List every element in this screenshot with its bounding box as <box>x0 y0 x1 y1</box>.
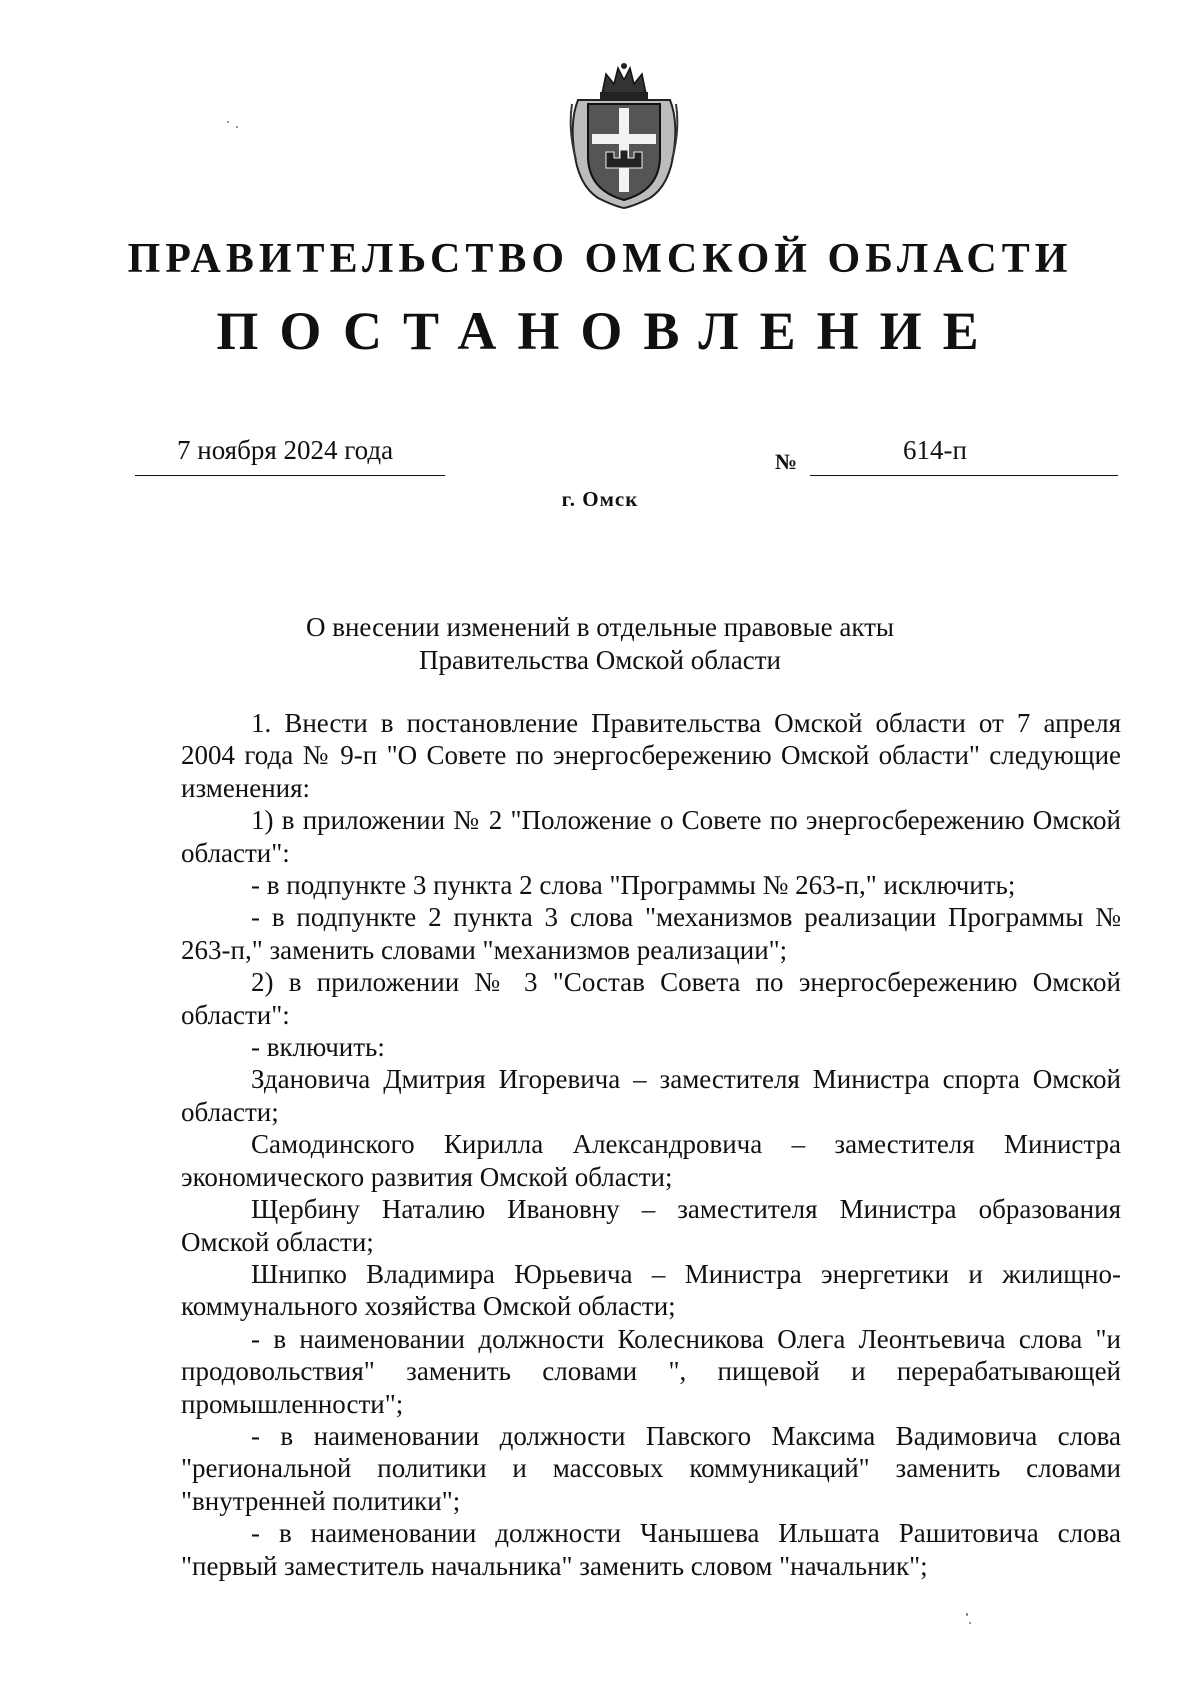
paragraph: - в подпункте 2 пункта 3 слова "механизмов реализации Программы № 263-п," заменить словами "механизмов реализации"; <box>181 902 1121 965</box>
document-subject <box>0 611 1200 677</box>
paragraph: 1) в приложении № 2 "Положение о Совете по энергосбережению Омской области": <box>181 805 1121 868</box>
paragraph: 1. Внести в постановление Правительства Омской области от 7 апреля 2004 года № 9-п "О Совете по энергосбережению Омской области" следующие изменения: <box>181 708 1121 803</box>
scan-speck <box>966 1613 968 1616</box>
date-field <box>135 435 445 476</box>
paragraph: Здановича Дмитрия Игоревича – заместителя Министра спорта Омской области; <box>181 1064 1121 1127</box>
scan-speck <box>969 1622 971 1624</box>
paragraph: - в наименовании должности Павского Максима Вадимовича слова "региональной политики и массовых коммуникаций" заменить словами "внутренней политики"; <box>181 1420 1121 1516</box>
document-type: ПОСТАНОВЛЕНИЕ <box>216 301 1000 361</box>
organization-name: ПРАВИТЕЛЬСТВО ОМСКОЙ ОБЛАСТИ <box>127 236 1073 282</box>
paragraph: Щербину Наталию Ивановну – заместителя Министра образования Омской области; <box>181 1194 1121 1257</box>
document-number: 614-п <box>903 435 967 465</box>
scan-speck <box>236 126 238 128</box>
document-date: 7 ноября 2024 года <box>177 435 394 465</box>
paragraph: Самодинского Кирилла Александровича – заместителя Министра экономического развития Омской области; <box>181 1129 1121 1192</box>
paragraph: - в подпункте 3 пункта 2 слова "Программы № 263-п," исключить; <box>251 870 1016 901</box>
city-label: г. Омск <box>561 487 639 511</box>
coat-of-arms-emblem <box>568 60 680 210</box>
paragraph: Шнипко Владимира Юрьевича – Министра энергетики и жилищно-коммунального хозяйства Омской области; <box>181 1258 1121 1322</box>
scan-speck <box>227 121 229 123</box>
subject-line-1: О внесении изменений в отдельные правовые акты <box>305 612 895 642</box>
subject-line-2: Правительства Омской области <box>419 645 781 675</box>
paragraph: 2) в приложении № 3 "Состав Совета по энергосбережению Омской области": <box>181 967 1121 1030</box>
number-sign: № <box>775 449 798 474</box>
number-field <box>810 435 1118 476</box>
paragraph: - в наименовании должности Чанышева Ильшата Рашитовича слова "первый заместитель начальника" заменить словом "начальник"; <box>181 1518 1121 1581</box>
document-body <box>181 707 1121 1582</box>
paragraph: - в наименовании должности Колесникова Олега Леонтьевича слова "и продовольствия" заменить словами ", пищевой и перерабатывающей промышленности"; <box>181 1323 1121 1419</box>
paragraph: - включить: <box>251 1032 385 1063</box>
